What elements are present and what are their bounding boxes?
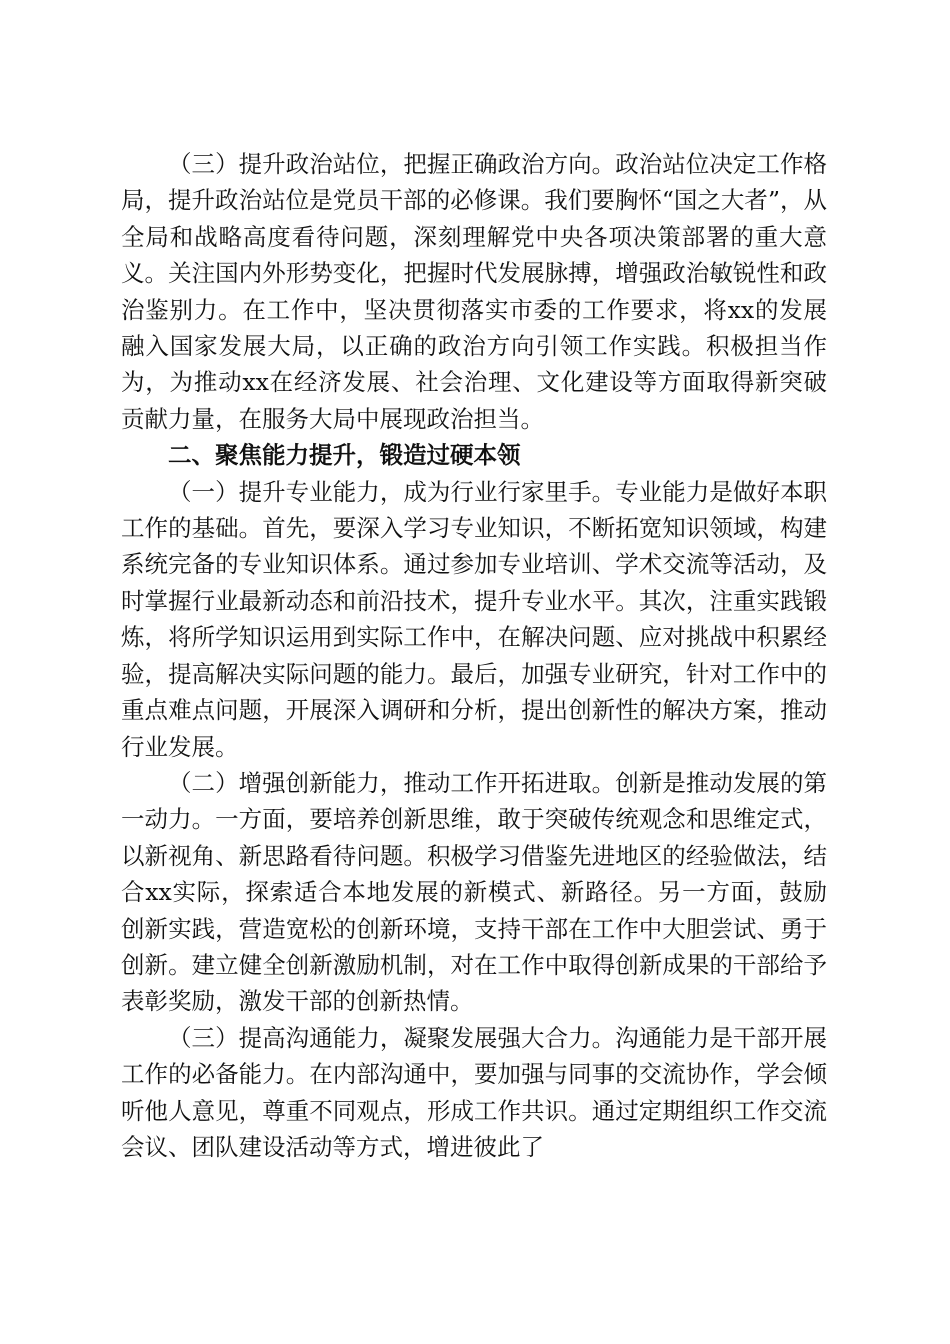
paragraph-communication-ability: （三）提高沟通能力，凝聚发展强大合力。沟通能力是干部开展工作的必备能力。在内部沟通中，要加强与同事的交流协作，学会倾听他人意见，尊重不同观点，形成工作共识。通过定期组织工作交流会议、团队建设活动等方式，增进彼此了 bbox=[121, 1023, 827, 1161]
paragraph-professional-ability: （一）提升专业能力，成为行业行家里手。专业能力是做好本职工作的基础。首先，要深入学习专业知识，不断拓宽知识领域，构建系统完备的专业知识体系。通过参加专业培训、学术交流等活动，及时掌握行业最新动态和前沿技术，提升专业水平。其次，注重实践锻炼，将所学知识运用到实际工作中，在解决问题、应对挑战中积累经验，提高解决实际问题的能力。最后，加强专业研究，针对工作中的重点难点问题，开展深入调研和分析，提出创新性的解决方案，推动行业发展。 bbox=[121, 477, 827, 761]
section-heading-ability: 二、聚焦能力提升，锻造过硬本领 bbox=[168, 441, 521, 470]
document-body bbox=[121, 146, 827, 1165]
paragraph-innovation-ability: （二）增强创新能力，推动工作开拓进取。创新是推动发展的第一动力。一方面，要培养创新思维，敢于突破传统观念和思维定式，以新视角、新思路看待问题。积极学习借鉴先进地区的经验做法，结合xx实际，探索适合本地发展的新模式、新路径。另一方面，鼓励创新实践，营造宽松的创新环境，支持干部在工作中大胆尝试、勇于创新。建立健全创新激励机制，对在工作中取得创新成果的干部给予表彰奖励，激发干部的创新热情。 bbox=[121, 768, 827, 1016]
paragraph-political-stance: （三）提升政治站位，把握正确政治方向。政治站位决定工作格局，提升政治站位是党员干部的必修课。我们要胸怀“国之大者”，从全局和战略高度看待问题，深刻理解党中央各项决策部署的重大意义。关注国内外形势变化，把握时代发展脉搏，增强政治敏锐性和政治鉴别力。在工作中，坚决贯彻落实市委的工作要求，将xx的发展融入国家发展大局，以正确的政治方向引领工作实践。积极担当作为，为推动xx在经济发展、社会治理、文化建设等方面取得新突破贡献力量，在服务大局中展现政治担当。 bbox=[121, 150, 827, 433]
